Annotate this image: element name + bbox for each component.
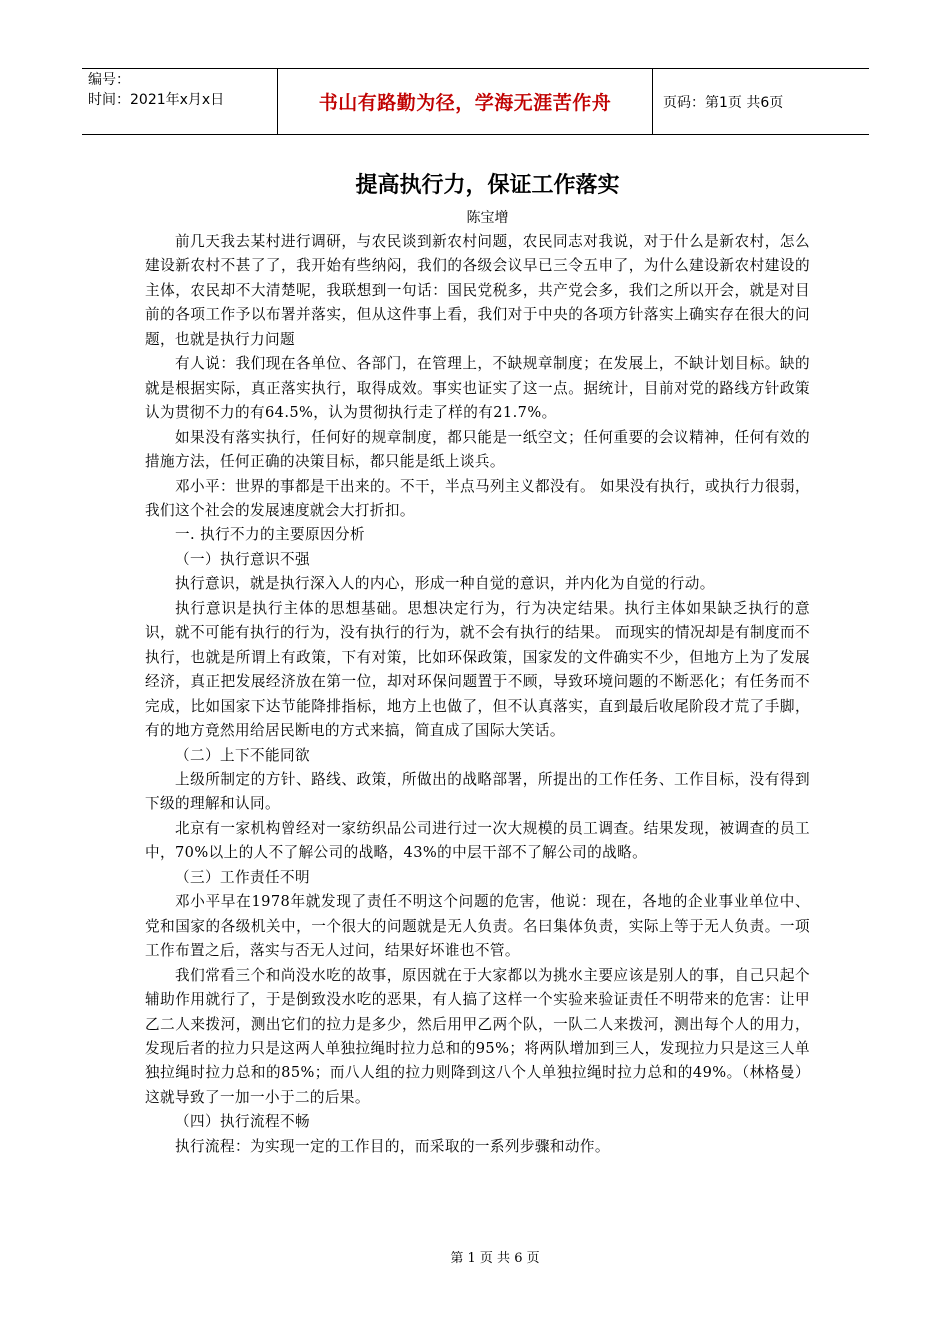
document-number-label: 编号： bbox=[88, 72, 130, 88]
header-page-label: 页码：第1页 共6页 bbox=[663, 94, 784, 111]
paragraph: 执行流程：为实现一定的工作目的，而采取的一系列步骤和动作。 bbox=[175, 1137, 610, 1155]
article-title: 提高执行力，保证工作落实 bbox=[355, 172, 620, 198]
subsection-heading: （三）工作责任不明 bbox=[175, 868, 310, 886]
paragraph: 执行意识是执行主体的思想基础。思想决定行为，行为决定结果。执行主体如果缺乏执行的意识，就不可能有执行的行为，没有执行的行为，就不会有执行的结果。 而现实的情况却是有制度而不执行，也就是所谓上有政策，下有对策，比如环保政策，国家发的文件确实不少，但地方上为了发展经济，真正把发展经济放在第一位，却对环保问题置于不顾，导致环境问题的不断恶化；有任务而不完成，比如国家下达节能降排指标，地方上也做了，但不认真落实，直到最后收尾阶段才荒了手脚，有的地方竟然用给居民断电的方式来搞，简直成了国际大笑话。 bbox=[145, 599, 810, 740]
section-heading: 一. 执行不力的主要原因分析 bbox=[175, 526, 366, 544]
header-motto: 书山有路勤为径，学海无涯苦作舟 bbox=[278, 69, 653, 134]
page-header bbox=[82, 68, 869, 135]
paragraph: 执行意识，就是执行深入人的内心，形成一种自觉的意识，并内化为自觉的行动。 bbox=[175, 575, 715, 593]
paragraph: 邓小平：世界的事都是干出来的。不干，半点马列主义都没有。 如果没有执行，或执行力很弱，我们这个社会的发展速度就会大打折扣。 bbox=[145, 477, 810, 519]
subsection-heading: （二）上下不能同欲 bbox=[175, 746, 310, 764]
paragraph: 邓小平早在1978年就发现了责任不明这个问题的危害，他说：现在，各地的企业事业单位中、党和国家的各级机关中，一个很大的问题就是无人负责。名曰集体负责，实际上等于无人负责。一项工作布置之后，落实与否无人过问，结果好坏谁也不管。 bbox=[145, 893, 810, 960]
article-author: 陈宝增 bbox=[466, 210, 509, 226]
paragraph: 如果没有落实执行，任何好的规章制度，都只能是一纸空文；任何重要的会议精神，任何有效的措施方法，任何正确的决策目标，都只能是纸上谈兵。 bbox=[145, 428, 810, 471]
paragraph: 我们常看三个和尚没水吃的故事，原因就在于大家都以为挑水主要应该是别人的事，自己只起个辅助作用就行了，于是倒致没水吃的恶果，有人搞了这样一个实验来验证责任不明带来的危害：让甲乙二人来拨河，测出它们的拉力是多少，然后用甲乙两个队，一队二人来拨河，测出每个人的用力，发现后者的拉力只是这两人单独拉绳时拉力总和的95%；将两队增加到三人，发现拉力只是这三人单独拉绳时拉力总和的85%；而八人组的拉力则降到这八个人单独拉绳时拉力总和的49%。（林格曼） 这就导致了一加一小于二的后果。 bbox=[145, 966, 810, 1106]
subsection-heading: （一）执行意识不强 bbox=[175, 550, 310, 568]
document-date-label: 时间：2021年x月x日 bbox=[88, 92, 225, 108]
paragraph: 北京有一家机构曾经对一家纺织品公司进行过一次大规模的员工调查。结果发现，被调查的员工中，70%以上的人不了解公司的战略，43%的中层干部不了解公司的战略。 bbox=[145, 819, 810, 862]
subsection-heading: （四）执行流程不畅 bbox=[175, 1113, 310, 1131]
header-meta bbox=[82, 69, 278, 134]
page-footer: 第 1 页 共 6 页 bbox=[450, 1251, 540, 1266]
paragraph: 上级所制定的方针、路线、政策，所做出的战略部署，所提出的工作任务、工作目标，没有得到下级的理解和认同。 bbox=[145, 770, 810, 813]
article-body bbox=[145, 168, 810, 1159]
paragraph: 前几天我去某村进行调研，与农民谈到新农村问题，农民同志对我说，对于什么是新农村，怎么建设新农村不甚了了，我开始有些纳闷，我们的各级会议早已三令五申了，为什么建设新农村建设的主体，农民却不大清楚呢，我联想到一句话：国民党税多，共产党会多，我们之所以开会，就是对目前的各项工作予以布署并落实，但从这件事上看，我们对于中央的各项方针落实上确实存在很大的问题，也就是执行力问题 bbox=[145, 233, 810, 348]
paragraph: 有人说：我们现在各单位、各部门，在管理上，不缺规章制度；在发展上，不缺计划目标。缺的就是根据实际，真正落实执行，取得成效。事实也证实了这一点。据统计，目前对党的路线方针政策认为贯彻不力的有64.5%，认为贯彻执行走了样的有21.7%。 bbox=[145, 355, 810, 422]
